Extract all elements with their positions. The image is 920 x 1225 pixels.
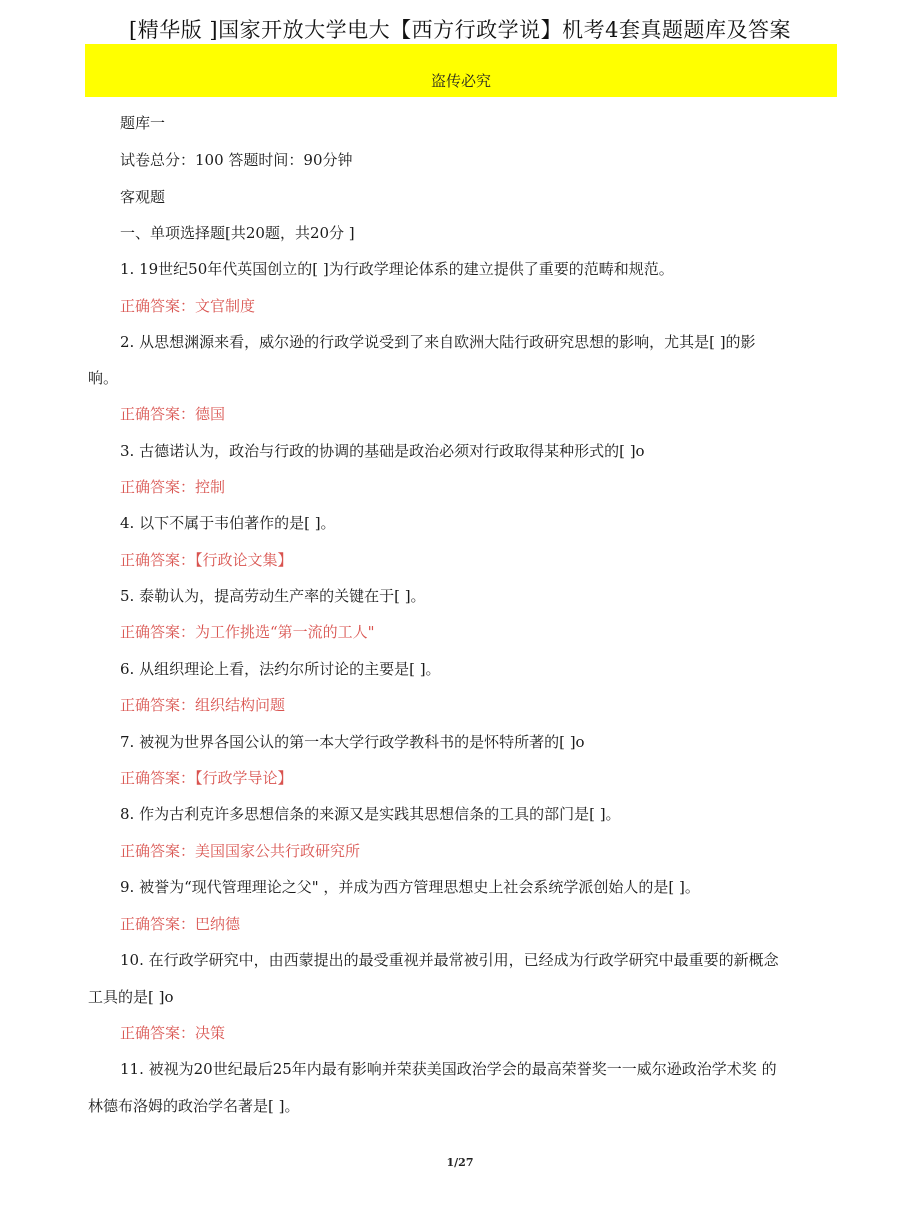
answer-2: 正确答案：德国 bbox=[120, 405, 226, 423]
answer-10: 正确答案：决策 bbox=[120, 1024, 226, 1042]
question-2: 2. 从思想渊源来看，威尔逊的行政学说受到了来自欧洲大陆行政研究思想的影响，尤其是[ ]的影 bbox=[120, 333, 756, 351]
answer-3: 正确答案：控制 bbox=[120, 478, 226, 496]
question-8: 8. 作为古利克许多思想信条的来源又是实践其思想信条的工具的部门是[ ]。 bbox=[120, 805, 621, 823]
exam-meta: 试卷总分：100 答题时间：90分钟 bbox=[120, 151, 353, 169]
question-6: 6. 从组织理论上看，法约尔所讨论的主要是[ ]。 bbox=[120, 660, 441, 678]
question-10-cont: 工具的是[ ]o bbox=[88, 988, 174, 1006]
answer-5: 正确答案：为工作挑选“第一流的工人" bbox=[120, 623, 375, 641]
question-4: 4. 以下不属于韦伯著作的是[ ]。 bbox=[120, 514, 336, 532]
answer-9: 正确答案：巴纳德 bbox=[120, 915, 241, 933]
question-11: 11. 被视为20世纪最后25年内最有影响并荣获美国政治学会的最高荣誉奖一一威尔逊政治学术奖 的 bbox=[120, 1060, 777, 1078]
question-3: 3. 古德诺认为，政治与行政的协调的基础是政治必须对行政取得某种形式的[ ]o bbox=[120, 442, 645, 460]
banner-text: 盗传必究 bbox=[430, 72, 491, 90]
answer-4: 正确答案：【行政论文集】 bbox=[120, 551, 293, 569]
question-10: 10. 在行政学研究中，由西蒙提出的最受重视并最常被引用，已经成为行政学研究中最重要的新概念 bbox=[120, 951, 779, 969]
question-2-cont: 响。 bbox=[88, 369, 119, 387]
question-5: 5. 泰勒认为，提高劳动生产率的关键在于[ ]。 bbox=[120, 587, 426, 605]
page-number: 1/27 bbox=[446, 1156, 474, 1169]
watermark-banner bbox=[85, 44, 837, 97]
answer-8: 正确答案：美国国家公共行政研究所 bbox=[120, 842, 361, 860]
question-9: 9. 被誉为“现代管理理论之父" ，并成为西方管理思想史上社会系统学派创始人的是[ ]。 bbox=[120, 878, 700, 896]
section-objective: 客观题 bbox=[120, 188, 166, 206]
answer-7: 正确答案：【行政学导论】 bbox=[120, 769, 293, 787]
question-1: 1. 19世纪50年代英国创立的[ ]为行政学理论体系的建立提供了重要的范畴和规范。 bbox=[120, 260, 674, 278]
question-7: 7. 被视为世界各国公认的第一本大学行政学教科书的是怀特所著的[ ]o bbox=[120, 733, 585, 751]
question-11-cont: 林德布洛姆的政治学名著是[ ]。 bbox=[88, 1097, 300, 1115]
section-single-choice: 一、单项选择题[共20题，共20分 ] bbox=[120, 224, 355, 242]
answer-1: 正确答案：文官制度 bbox=[120, 297, 256, 315]
answer-6: 正确答案：组织结构问题 bbox=[120, 696, 286, 714]
bank-label: 题库一 bbox=[120, 114, 166, 132]
document-title: [精华版 ]国家开放大学电大【西方行政学说】机考4套真题题库及答案 bbox=[129, 18, 791, 42]
